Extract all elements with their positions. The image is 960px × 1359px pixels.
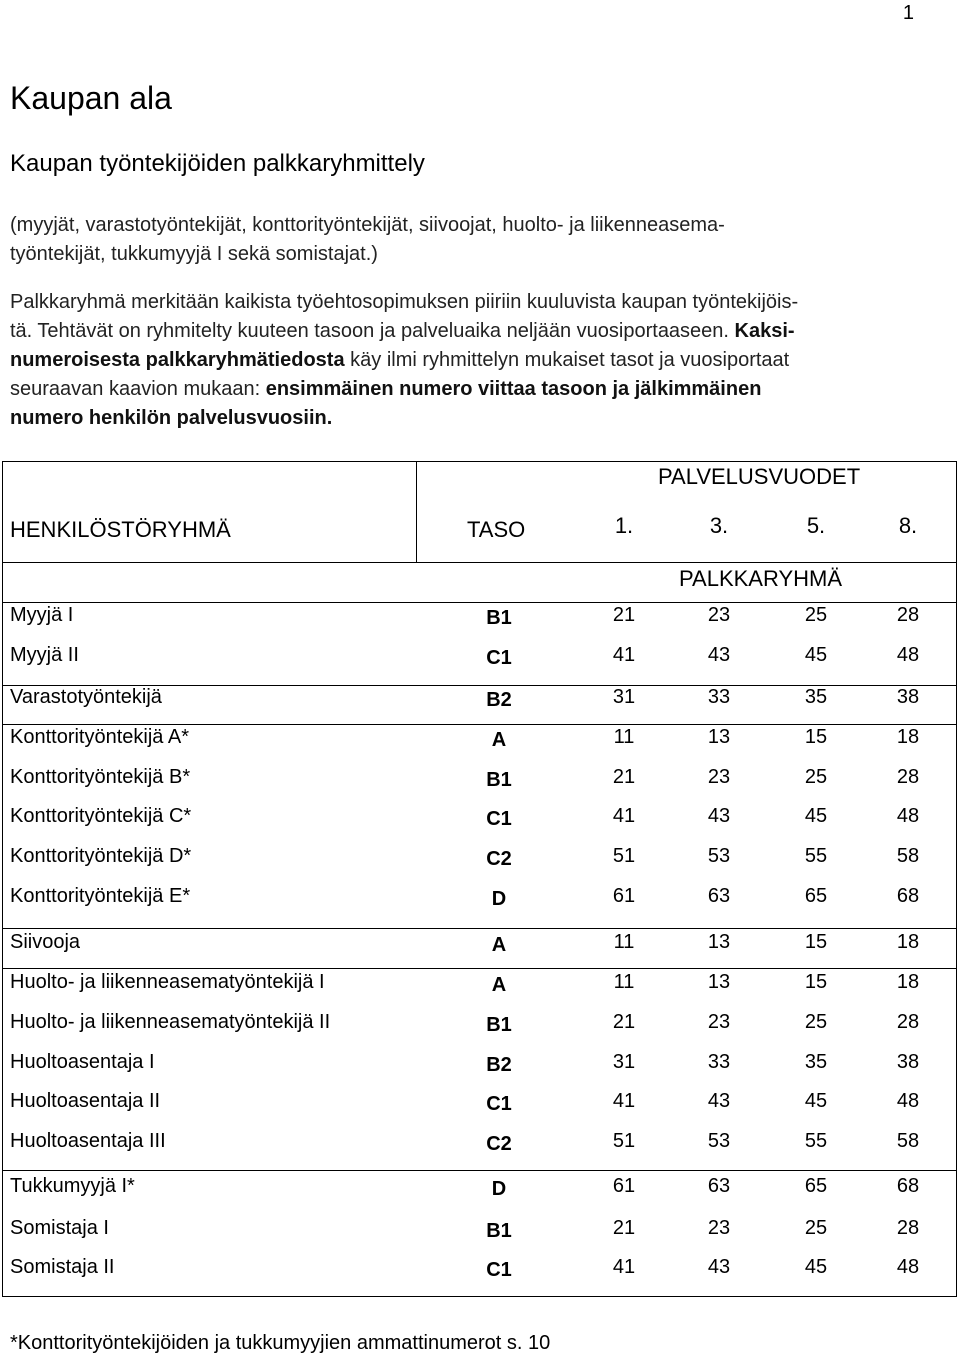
palkkaryhma-value: 55 <box>804 845 828 867</box>
palkkaryhma-value: 65 <box>804 1175 828 1197</box>
palkkaryhma-value: 35 <box>804 686 828 708</box>
palkkaryhma-value: 41 <box>612 805 636 827</box>
palkkaryhma-value: 58 <box>896 1130 920 1152</box>
row-name: Myyjä I <box>10 604 74 626</box>
row-taso: C1 <box>486 808 512 830</box>
palvelusvuodet-header: PALVELUSVUODET <box>658 464 861 489</box>
palkkaryhma-value: 48 <box>896 1090 920 1112</box>
row-name: Konttorityöntekijä B* <box>10 766 191 788</box>
palkkaryhma-value: 53 <box>707 1130 731 1152</box>
row-taso: A <box>491 934 507 956</box>
palkkaryhma-value: 23 <box>707 1011 731 1033</box>
palkkaryhma-value: 48 <box>896 1256 920 1278</box>
table-rule <box>3 968 956 969</box>
year-header: 1. <box>614 513 634 538</box>
palkkaryhma-value: 55 <box>804 1130 828 1152</box>
henkilostoryhma-header: HENKILÖSTÖRYHMÄ <box>10 517 231 542</box>
palkkaryhma-value: 45 <box>804 805 828 827</box>
palkkaryhma-value: 31 <box>612 686 636 708</box>
row-taso: C1 <box>486 1093 512 1115</box>
palkkaryhma-value: 51 <box>612 845 636 867</box>
row-name: Konttorityöntekijä C* <box>10 805 192 827</box>
year-header: 5. <box>806 513 826 538</box>
palkkaryhma-value: 21 <box>612 1011 636 1033</box>
row-taso: C2 <box>486 1133 512 1155</box>
page-subtitle: Kaupan työntekijöiden palkkaryhmittely <box>10 150 425 177</box>
desc-line-5: numero henkilön palvelusvuosiin. <box>10 407 333 429</box>
palkkaryhma-value: 48 <box>896 805 920 827</box>
palkkaryhma-value: 11 <box>613 931 635 953</box>
desc-line-2a: tä. Tehtävät on ryhmitelty kuuteen tasoon ja palveluaika neljään vuosiportaaseen. <box>10 320 729 342</box>
salary-group-table <box>2 461 957 1297</box>
palkkaryhma-value: 23 <box>707 1217 731 1239</box>
palkkaryhma-value: 11 <box>613 971 635 993</box>
table-rule <box>3 602 956 603</box>
palkkaryhma-value: 41 <box>612 1090 636 1112</box>
footnote: *Konttorityöntekijöiden ja tukkumyyjien ammattinumerot s. 10 <box>10 1332 551 1354</box>
palkkaryhma-value: 45 <box>804 1256 828 1278</box>
palkkaryhma-value: 18 <box>896 931 920 953</box>
row-name: Konttorityöntekijä A* <box>10 726 189 748</box>
row-taso: A <box>491 974 507 996</box>
palkkaryhma-value: 51 <box>612 1130 636 1152</box>
year-header: 3. <box>709 513 729 538</box>
palkkaryhma-value: 33 <box>707 1051 731 1073</box>
table-rule <box>3 562 956 563</box>
palkkaryhma-value: 41 <box>612 644 636 666</box>
row-name: Konttorityöntekijä E* <box>10 885 191 907</box>
table-header-divider <box>416 462 417 562</box>
row-name: Tukkumyyjä I* <box>10 1175 135 1197</box>
palkkaryhma-value: 58 <box>896 845 920 867</box>
palkkaryhma-value: 25 <box>804 1011 828 1033</box>
palkkaryhma-value: 23 <box>707 604 731 626</box>
palkkaryhma-value: 61 <box>612 1175 636 1197</box>
row-name: Somistaja II <box>10 1256 115 1278</box>
palkkaryhma-value: 43 <box>707 805 731 827</box>
row-taso: D <box>491 888 507 910</box>
palkkaryhma-value: 28 <box>896 1217 920 1239</box>
row-name: Huoltoasentaja III <box>10 1130 166 1152</box>
palkkaryhma-value: 68 <box>896 885 920 907</box>
palkkaryhma-value: 48 <box>896 644 920 666</box>
palkkaryhma-value: 33 <box>707 686 731 708</box>
table-rule <box>3 724 956 725</box>
year-header: 8. <box>898 513 918 538</box>
palkkaryhma-value: 23 <box>707 766 731 788</box>
desc-line-1: Palkkaryhmä merkitään kaikista työehtosopimuksen piiriin kuuluvista kaupan työntekijöis- <box>10 291 799 313</box>
row-taso: B1 <box>486 607 512 629</box>
intro-paragraph <box>10 211 940 269</box>
palkkaryhma-header: PALKKARYHMÄ <box>679 566 843 591</box>
palkkaryhma-value: 43 <box>707 1090 731 1112</box>
palkkaryhma-value: 28 <box>896 1011 920 1033</box>
desc-line-3b: käy ilmi ryhmittelyn mukaiset tasot ja vuosiportaat <box>350 349 790 371</box>
palkkaryhma-value: 25 <box>804 604 828 626</box>
row-name: Huolto- ja liikenneasematyöntekijä II <box>10 1011 331 1033</box>
row-name: Huolto- ja liikenneasematyöntekijä I <box>10 971 325 993</box>
row-taso: D <box>491 1178 507 1200</box>
taso-header: TASO <box>467 517 526 542</box>
palkkaryhma-value: 61 <box>612 885 636 907</box>
palkkaryhma-value: 41 <box>612 1256 636 1278</box>
palkkaryhma-value: 15 <box>804 726 828 748</box>
row-taso: C2 <box>486 848 512 870</box>
palkkaryhma-value: 28 <box>896 766 920 788</box>
palkkaryhma-value: 28 <box>896 604 920 626</box>
palkkaryhma-value: 13 <box>707 931 731 953</box>
palkkaryhma-value: 15 <box>804 971 828 993</box>
row-name: Somistaja I <box>10 1217 109 1239</box>
palkkaryhma-value: 21 <box>612 604 636 626</box>
palkkaryhma-value: 63 <box>707 885 731 907</box>
row-taso: B1 <box>486 769 512 791</box>
desc-line-4b: ensimmäinen numero viittaa tasoon ja jälkimmäinen <box>265 378 762 400</box>
intro-line-1: (myyjät, varastotyöntekijät, konttorityöntekijät, siivoojat, huolto- ja liikenneasema- <box>10 214 725 236</box>
palkkaryhma-value: 31 <box>612 1051 636 1073</box>
table-rule <box>3 1170 956 1171</box>
palkkaryhma-value: 21 <box>612 766 636 788</box>
desc-line-4a: seuraavan kaavion mukaan: <box>10 378 261 400</box>
row-name: Huoltoasentaja I <box>10 1051 155 1073</box>
intro-line-2: työntekijät, tukkumyyjä I sekä somistajat.) <box>10 243 378 265</box>
palkkaryhma-value: 35 <box>804 1051 828 1073</box>
row-name: Myyjä II <box>10 644 79 666</box>
page-number: 1 <box>902 2 914 24</box>
palkkaryhma-value: 18 <box>896 726 920 748</box>
description-paragraph <box>10 288 940 433</box>
table-rule <box>3 928 956 929</box>
palkkaryhma-value: 68 <box>896 1175 920 1197</box>
palkkaryhma-value: 43 <box>707 644 731 666</box>
row-taso: B1 <box>486 1014 512 1036</box>
row-taso: B2 <box>486 689 512 711</box>
palkkaryhma-value: 18 <box>896 971 920 993</box>
row-name: Konttorityöntekijä D* <box>10 845 192 867</box>
row-name: Varastotyöntekijä <box>10 686 162 708</box>
palkkaryhma-value: 45 <box>804 644 828 666</box>
palkkaryhma-value: 38 <box>896 686 920 708</box>
row-taso: B1 <box>486 1220 512 1242</box>
palkkaryhma-value: 13 <box>707 726 731 748</box>
palkkaryhma-value: 25 <box>804 1217 828 1239</box>
palkkaryhma-value: 15 <box>804 931 828 953</box>
palkkaryhma-value: 21 <box>612 1217 636 1239</box>
row-taso: A <box>491 729 507 751</box>
row-taso: C1 <box>486 647 512 669</box>
row-name: Huoltoasentaja II <box>10 1090 161 1112</box>
palkkaryhma-value: 43 <box>707 1256 731 1278</box>
desc-line-2b: Kaksi- <box>734 320 795 342</box>
palkkaryhma-value: 25 <box>804 766 828 788</box>
row-name: Siivooja <box>10 931 81 953</box>
palkkaryhma-value: 45 <box>804 1090 828 1112</box>
palkkaryhma-value: 53 <box>707 845 731 867</box>
palkkaryhma-value: 11 <box>613 726 635 748</box>
desc-line-3a: numeroisesta palkkaryhmätiedosta <box>10 349 345 371</box>
palkkaryhma-value: 65 <box>804 885 828 907</box>
palkkaryhma-value: 38 <box>896 1051 920 1073</box>
palkkaryhma-value: 13 <box>707 971 731 993</box>
row-taso: C1 <box>486 1259 512 1281</box>
row-taso: B2 <box>486 1054 512 1076</box>
palkkaryhma-value: 63 <box>707 1175 731 1197</box>
page-title: Kaupan ala <box>10 80 172 116</box>
